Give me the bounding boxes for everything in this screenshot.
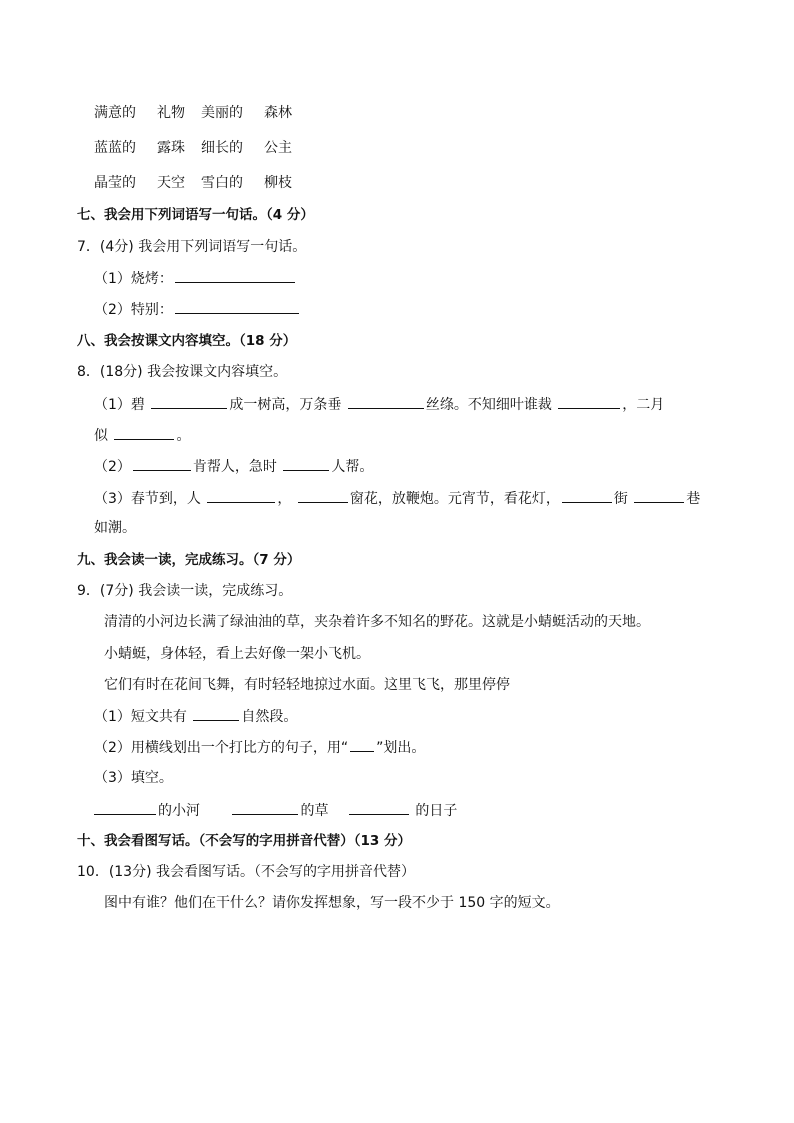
section-7-heading: 七、我会用下列词语写一句话。（4 分） (77, 207, 314, 223)
word: 满意的 (94, 105, 136, 121)
passage-paragraph-3: 它们有时在花间飞舞，有时轻轻地掠过水面。这里飞飞，那里停停 (104, 677, 510, 693)
word: 公主 (264, 140, 292, 156)
answer-blank[interactable] (114, 425, 174, 440)
section-8-heading: 八、我会按课文内容填空。（18 分） (77, 333, 297, 349)
answer-blank[interactable] (133, 456, 191, 471)
answer-blank[interactable] (94, 800, 156, 815)
question-8-line-2: 似 。 (94, 425, 190, 445)
question-10-prompt: 图中有谁？他们在干什么？请你发挥想象，写一段不少于 150 字的短文。 (104, 895, 560, 911)
passage-paragraph-2: 小蜻蜓，身体轻，看上去好像一架小飞机。 (104, 646, 370, 662)
question-9-fill-line: 的小河 的草 的日子 (92, 800, 457, 820)
word: 细长的 (201, 140, 243, 156)
word: 天空 (157, 175, 185, 191)
word: 柳枝 (264, 175, 292, 191)
word: 美丽的 (201, 105, 243, 121)
answer-blank[interactable] (283, 456, 329, 471)
section-9-heading: 九、我会读一读，完成练习。（7 分） (77, 552, 301, 568)
answer-blank[interactable] (558, 394, 620, 409)
answer-blank[interactable] (298, 488, 348, 503)
answer-blank[interactable] (151, 394, 227, 409)
match-row-2 (94, 138, 292, 158)
question-8-line-4: （3）春节到，人 ， 窗花，放鞭炮。元宵节，看花灯， 街 巷 (94, 488, 700, 508)
answer-blank[interactable] (193, 706, 239, 721)
word: 森林 (264, 105, 292, 121)
question-8-stem: 8．(18分) 我会按课文内容填空。 (77, 364, 288, 380)
answer-blank[interactable] (349, 800, 409, 815)
question-8-line-5: 如潮。 (94, 520, 136, 536)
question-8-line-1: （1）碧 成一树高，万条垂 丝绦。不知细叶谁裁 ，二月 (94, 394, 664, 414)
question-7-stem: 7．(4分) 我会用下列词语写一句话。 (77, 239, 307, 255)
answer-blank[interactable] (175, 299, 299, 314)
question-9-item-3: （3）填空。 (94, 770, 173, 786)
question-9-stem: 9．(7分) 我会读一读，完成练习。 (77, 583, 293, 599)
answer-blank[interactable] (634, 488, 684, 503)
answer-blank[interactable] (207, 488, 275, 503)
answer-blank[interactable] (562, 488, 612, 503)
answer-blank[interactable] (232, 800, 298, 815)
match-row-3 (94, 173, 292, 193)
question-10-stem: 10．(13分) 我会看图写话。（不会写的字用拼音代替） (77, 864, 416, 880)
question-7-item-1: （1）烧烤： (94, 268, 297, 288)
question-7-item-2: （2）特别： (94, 299, 301, 319)
word: 晶莹的 (94, 175, 136, 191)
word: 露珠 (157, 140, 185, 156)
answer-blank[interactable] (175, 268, 295, 283)
question-9-item-1: （1）短文共有 自然段。 (94, 706, 297, 726)
word: 礼物 (157, 105, 185, 121)
match-row-1 (94, 103, 292, 123)
question-8-line-3: （2） 肯帮人，急时 人帮。 (94, 456, 373, 476)
section-10-heading: 十、我会看图写话。（不会写的字用拼音代替）（13 分） (77, 833, 411, 849)
passage-paragraph-1: 清清的小河边长满了绿油油的草，夹杂着许多不知名的野花。这就是小蜻蜓活动的天地。 (104, 614, 650, 630)
underline-sample (350, 737, 374, 752)
word: 蓝蓝的 (94, 140, 136, 156)
answer-blank[interactable] (348, 394, 424, 409)
word: 雪白的 (201, 175, 243, 191)
question-9-item-2: （2）用横线划出一个打比方的句子，用“ ”划出。 (94, 737, 425, 757)
